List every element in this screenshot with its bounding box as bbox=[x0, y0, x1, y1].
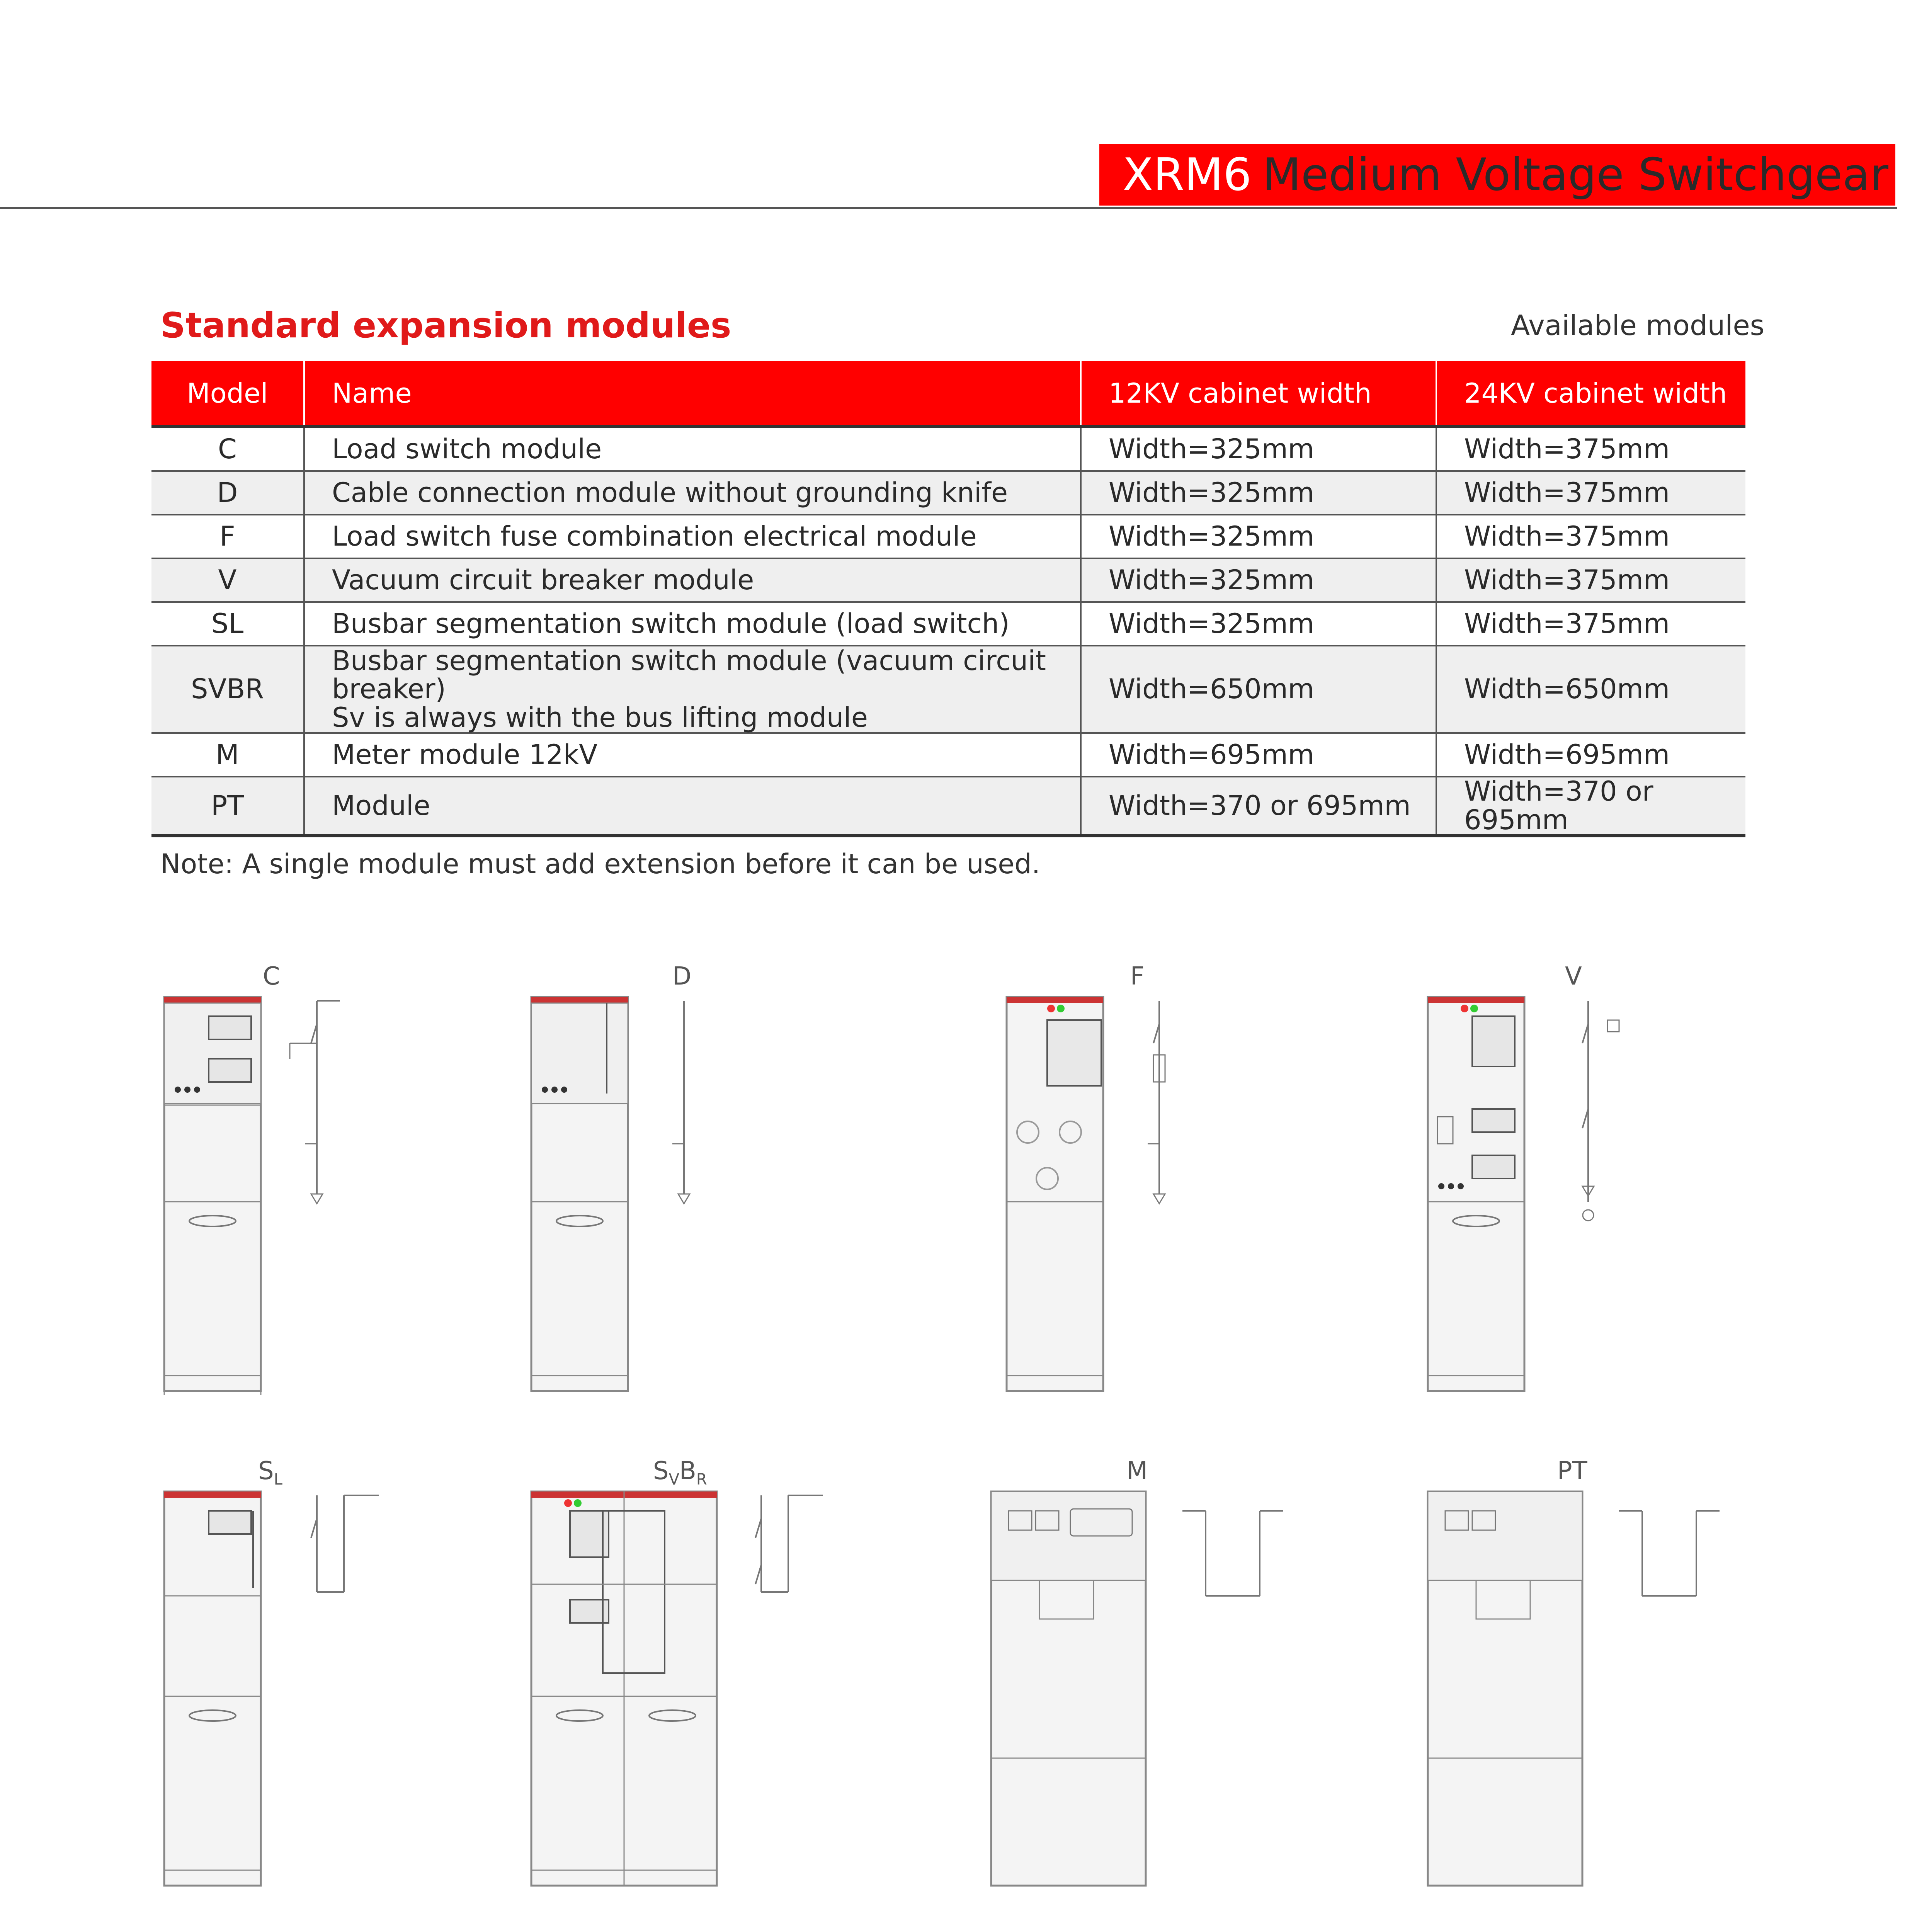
cell-model: SVBR bbox=[151, 646, 304, 733]
cell-model: PT bbox=[151, 777, 304, 836]
cell-name: Vacuum circuit breaker module bbox=[304, 558, 1081, 602]
cell-model: F bbox=[151, 515, 304, 558]
cell-name: Busbar segmentation switch module (load switch) bbox=[304, 602, 1081, 646]
cell-name-line2: Sv is always with the bus lifting module bbox=[332, 701, 868, 733]
cell-name: Load switch fuse combination electrical module bbox=[304, 515, 1081, 558]
cell-w24: Width=370 or 695mm bbox=[1436, 777, 1745, 836]
header-title-box bbox=[1099, 144, 1895, 206]
cell-model: SL bbox=[151, 602, 304, 646]
cabinet-sl bbox=[162, 1488, 394, 1889]
cell-w24: Width=375mm bbox=[1436, 602, 1745, 646]
cell-w12: Width=650mm bbox=[1081, 646, 1436, 733]
table-row bbox=[151, 427, 1745, 471]
cell-w24: Width=375mm bbox=[1436, 471, 1745, 515]
cell-w24: Width=695mm bbox=[1436, 733, 1745, 777]
cabinet-f bbox=[1005, 993, 1237, 1395]
cell-w12: Width=325mm bbox=[1081, 602, 1436, 646]
table-row bbox=[151, 733, 1745, 777]
header-divider bbox=[0, 207, 1897, 209]
header-title: Medium Voltage Switchgear bbox=[1262, 148, 1888, 201]
cell-w12: Width=695mm bbox=[1081, 733, 1436, 777]
table-row bbox=[151, 515, 1745, 558]
label-svbr-s: S bbox=[653, 1457, 669, 1485]
table-row bbox=[151, 646, 1745, 733]
table-row bbox=[151, 558, 1745, 602]
col-24kv: 24KV cabinet width bbox=[1436, 361, 1745, 427]
col-12kv: 12KV cabinet width bbox=[1081, 361, 1436, 427]
cell-model: D bbox=[151, 471, 304, 515]
label-c: C bbox=[263, 962, 280, 991]
cell-name: Load switch module bbox=[304, 427, 1081, 471]
cabinet-pt bbox=[1426, 1488, 1774, 1889]
cabinet-v bbox=[1426, 993, 1658, 1395]
label-sl-sub: L bbox=[274, 1470, 282, 1488]
label-svbr-v: V bbox=[668, 1470, 679, 1488]
cell-name: Module bbox=[304, 777, 1081, 836]
cell-w12: Width=325mm bbox=[1081, 558, 1436, 602]
label-pt: PT bbox=[1557, 1457, 1587, 1485]
cell-model: C bbox=[151, 427, 304, 471]
label-v: V bbox=[1565, 962, 1582, 991]
cell-model: V bbox=[151, 558, 304, 602]
cell-w12: Width=325mm bbox=[1081, 515, 1436, 558]
table-row bbox=[151, 471, 1745, 515]
cabinet-m bbox=[989, 1488, 1337, 1889]
available-modules-label: Available modules bbox=[1511, 309, 1765, 342]
cell-name: Meter module 12kV bbox=[304, 733, 1081, 777]
cell-w12: Width=325mm bbox=[1081, 471, 1436, 515]
label-svbr-r: R bbox=[696, 1470, 707, 1488]
section-title: Standard expansion modules bbox=[160, 305, 731, 346]
label-d: D bbox=[672, 962, 692, 991]
cabinet-d bbox=[529, 993, 761, 1395]
note-text: Note: A single module must add extension before it can be used. bbox=[160, 848, 1040, 880]
cell-w12: Width=370 or 695mm bbox=[1081, 777, 1436, 836]
cell-name-line1: Busbar segmentation switch module (vacuum circuit breaker) bbox=[332, 645, 1046, 705]
cell-w24: Width=375mm bbox=[1436, 558, 1745, 602]
table-header-row bbox=[151, 361, 1745, 427]
cell-w24: Width=375mm bbox=[1436, 515, 1745, 558]
cell-model: M bbox=[151, 733, 304, 777]
label-svbr bbox=[653, 1457, 707, 1488]
header-code: XRM6 bbox=[1123, 148, 1252, 201]
cell-w12: Width=325mm bbox=[1081, 427, 1436, 471]
table-row bbox=[151, 777, 1745, 836]
label-sl-main: S bbox=[258, 1457, 274, 1485]
cell-name bbox=[304, 646, 1081, 733]
cabinet-c bbox=[162, 993, 394, 1395]
cell-name: Cable connection module without grounding knife bbox=[304, 471, 1081, 515]
cell-w24: Width=375mm bbox=[1436, 427, 1745, 471]
modules-table bbox=[151, 361, 1745, 837]
label-m: M bbox=[1126, 1457, 1148, 1485]
col-model: Model bbox=[151, 361, 304, 427]
table-row bbox=[151, 602, 1745, 646]
label-sl bbox=[258, 1457, 282, 1488]
label-f: F bbox=[1130, 962, 1145, 991]
label-svbr-b: B bbox=[679, 1457, 696, 1485]
col-name: Name bbox=[304, 361, 1081, 427]
cabinet-svbr bbox=[529, 1488, 858, 1889]
cell-w24: Width=650mm bbox=[1436, 646, 1745, 733]
